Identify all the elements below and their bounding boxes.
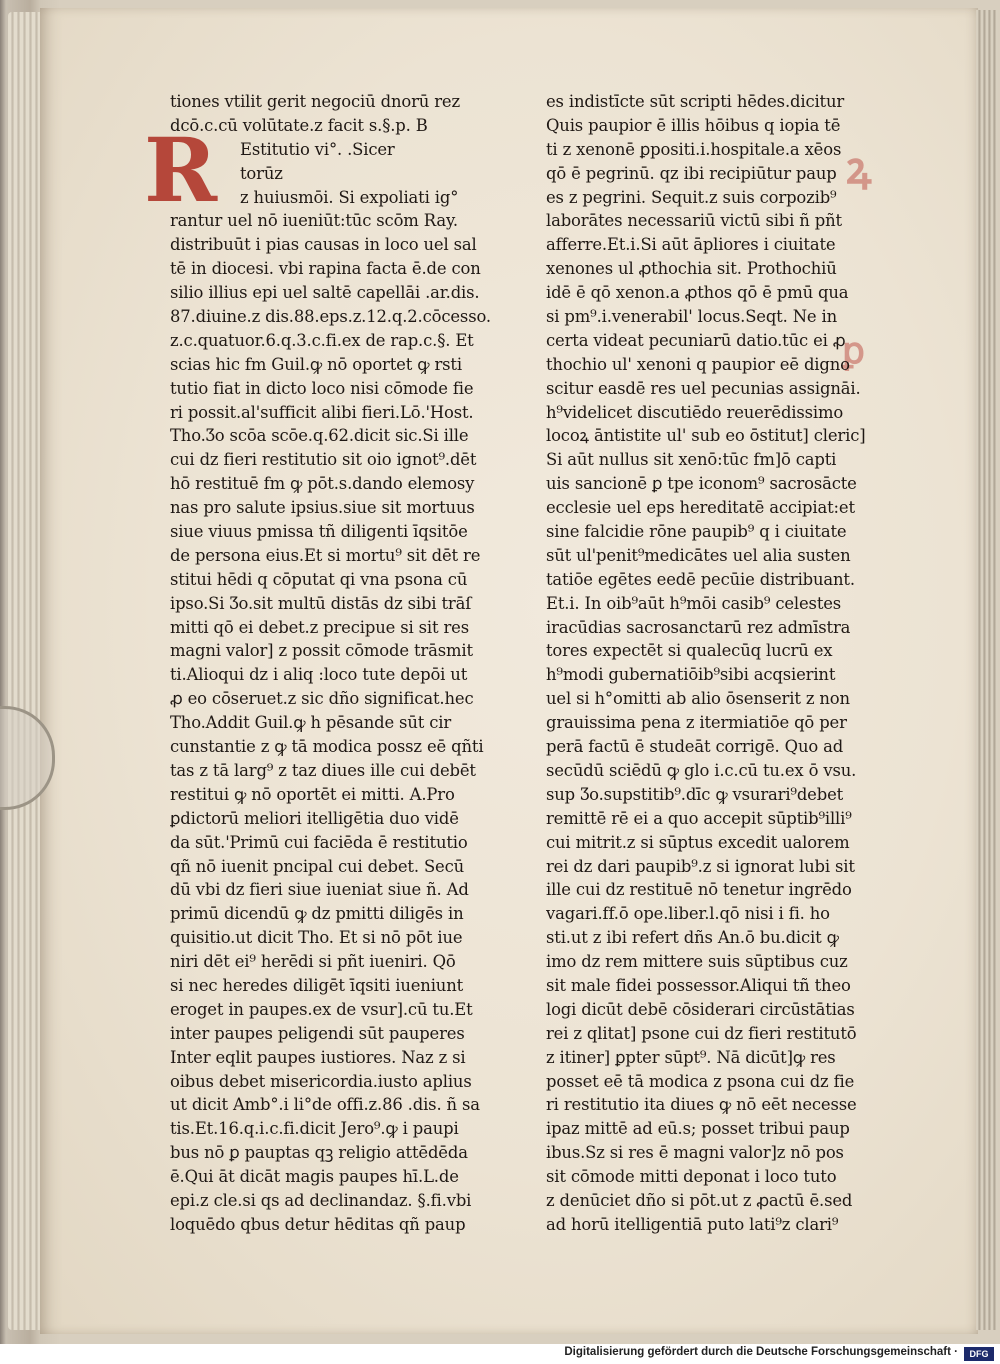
text-line: tores expectēt si qualecūq lucrū ex [546, 641, 833, 661]
text-line: cui dz fieri restitutio sit oio ignot⁹.dēt [170, 450, 477, 470]
text-line: qñ nō iuenit pncipal cui debet. Secū [170, 856, 465, 876]
text-line: hō restituē fm ꝙ pōt.s.dando elemosy [170, 474, 475, 494]
text-line: cui mitrit.z si sūptus excedit ualorem [546, 832, 850, 852]
text-line: tē in diocesi. vbi rapina facta ē.de con [170, 259, 481, 279]
text-line: z huiusmōi. Si expoliati ig° [240, 187, 459, 207]
text-line: tis.Et.16.q.i.c.fi.dicit Jero⁹.ꝙ i paupi [170, 1119, 459, 1139]
text-line: bus nō ꝑ pauptas qꝫ religio attēdēda [170, 1143, 468, 1163]
text-line: imo dz rem mittere suis sūptibus cuz [546, 952, 848, 972]
text-line: grauissima pena z itermiatiōe qō per [546, 713, 847, 733]
text-line: eroget in paupes.ex de vsur].cū tu.Et [170, 999, 473, 1019]
text-line: de persona eius.Et si mortu⁹ sit dēt re [170, 545, 481, 565]
text-line: sine falcidie rōne paupib⁹ q i ciuitate [546, 522, 847, 542]
text-line: tiones vtilit gerit negociū dnorū rez [170, 92, 460, 111]
text-line: perā factū ē studeāt corrigē. Quo ad [546, 737, 844, 757]
text-line: idē ē qō xenon.a ꝓthos qō ē pmū qua [546, 283, 849, 303]
text-line: ri restitutio ita diues ꝙ nō eēt necesse [546, 1095, 857, 1115]
text-line: Tho.Ʒo scōa scōe.q.62.dicit sic.Si ille [170, 426, 469, 446]
text-line: locoꝝ āntistite ul' sub eo ōstitut] cleric] [546, 426, 866, 446]
text-line: 87.diuine.z dis.88.eps.z.12.q.2.cōcesso. [170, 307, 491, 327]
text-line: sit cōmode mitti deponat i loco tuto [546, 1167, 837, 1187]
text-line: epi.z cle.si qs ad declinandaz. §.fi.vbi [170, 1190, 472, 1210]
text-line: xenones ul ꝓthochia sit. Prothochiū [546, 259, 837, 279]
text-line: z denūciet dño si pōt.ut z ꝓactū ē.sed [546, 1190, 853, 1210]
text-line: es indistīcte sūt scripti hēdes.dicitur [546, 92, 845, 111]
text-column-left [170, 90, 520, 1237]
text-line: Si aūt nullus sit xenō:tūc fm]ō capti [546, 450, 837, 470]
text-line: iracūdias sacrosanctarū rez admīstra [546, 617, 851, 637]
text-line: ad horū itelligentiā puto lati⁹z clari⁹ [546, 1214, 839, 1234]
bleed-through-mark: ꝝ [846, 143, 872, 194]
text-line: tutio fiat in dicto loco nisi cōmode fie [170, 378, 474, 398]
text-line: rantur uel nō iueniūt:tūc scōm Ray. [170, 211, 458, 231]
text-line: nas pro salute ipsius.siue sit mortuus [170, 498, 475, 518]
text-line: rei dz dari paupib⁹.z si ignorat lubi sit [546, 856, 855, 876]
text-line: ecclesie uel eps hereditatē accipiat:et [546, 498, 855, 518]
text-column-right [546, 90, 876, 1237]
text-line: siue viuus pmissa tñ diligenti īqsitōe [170, 522, 468, 542]
footer-bar [0, 1344, 1000, 1364]
text-line: Quis paupior ē illis hōibus q iopia tē [546, 115, 841, 135]
text-line: si pm⁹.i.venerabil' locus.Seqt. Ne in [546, 307, 838, 327]
text-line: logi dicūt debē cōsiderari circūstātias [546, 999, 855, 1019]
text-line: h⁹modi gubernatiōib⁹sibi acqsierint [546, 665, 836, 685]
text-line: mitti qō ei debet.z precipue si sit res [170, 617, 469, 637]
text-line: dcō.c.cū volūtate.z facit s.§.p. B [170, 115, 428, 135]
text-line: loquēdo qbus detur hēditas qñ paup [170, 1214, 466, 1234]
text-line: restitui ꝙ nō oportēt ei mitti. A.Pro [170, 784, 455, 804]
text-line: uel si h°omitti ab alio ōsenserit z non [546, 689, 850, 709]
text-line: z.c.quatuor.6.q.3.c.fi.ex de rap.c.§. Et [170, 330, 474, 350]
text-line: rei z qlitat] psone cui dz fieri restitutō [546, 1023, 857, 1043]
text-line: niri dēt ei⁹ herēdi si pñt iueniri. Qō [170, 952, 456, 972]
text-line: sti.ut z ibi refert dñs An.ō bu.dicit ꝙ [546, 928, 839, 948]
text-line: Estitutio vi°. .Sicer [240, 139, 395, 159]
text-line: Et.i. In oib⁹aūt h⁹mōi casib⁹ celestes [546, 593, 842, 613]
text-line: oibus debet misericordia.iusto aplius [170, 1071, 472, 1091]
text-line: qō ē pegrinū. qz ibi recipiūtur paup [546, 163, 837, 183]
page-stack-right [976, 10, 998, 1330]
text-line: ti z xenonē ꝑpositi.i.hospitale.a xēos [546, 139, 842, 159]
text-line: ipaz mittē ad eū.s; posset tribui paup [546, 1119, 850, 1139]
text-line: primū dicendū ꝙ dz pmitti diligēs in [170, 904, 464, 924]
text-line: sūt ul'penit⁹medicātes uel alia susten [546, 545, 851, 565]
text-line: scias hic fm Guil.ꝙ nō oportet ꝙ rsti [170, 354, 462, 374]
text-line: magni valor] z possit cōmode trāsmit [170, 641, 473, 661]
text-line: stitui hēdi q cōputat qi vna psona cū [170, 569, 468, 589]
text-line: vagari.ff.ō ope.liber.l.qō nisi i fi. ho [546, 904, 830, 924]
text-line: quisitio.ut dicit Tho. Et si nō pōt iue [170, 928, 463, 948]
text-line: ibus.Sz si res ē magni valor]z nō pos [546, 1143, 844, 1163]
text-line: ipso.Si Ʒo.sit multū distās dz sibi trāſ [170, 593, 472, 613]
text-line: certa videat pecuniarū datio.tūc ei ꝓ [546, 330, 846, 350]
text-line: ut dicit Amb°.i li°de offi.z.86 .dis. ñ sa [170, 1095, 480, 1115]
text-line: silio illius epi uel saltē capellāi .ar.dis. [170, 283, 480, 303]
text-line: secūdū sciēdū ꝙ glo i.c.cū tu.ex ō vsu. [546, 760, 857, 780]
rubricated-initial: R [144, 118, 218, 222]
text-line: tas z tā larg⁹ z taz diues ille cui debēt [170, 760, 476, 780]
text-line: da sūt.'Primū cui faciēda ē restitutio [170, 832, 468, 852]
text-line: ille cui dz restituē nō tenetur ingrēdo [546, 880, 852, 900]
text-line: uis sancionē ꝑ tpe iconom⁹ sacrosācte [546, 474, 857, 494]
text-line: sup Ʒo.supstitib⁹.dīc ꝙ vsurari⁹debet [546, 784, 844, 804]
text-line: ē.Qui āt dicāt magis paupes hī.L.de [170, 1167, 459, 1187]
text-line: tatiōe egētes eedē pecūie distribuant. [546, 569, 855, 589]
text-line: cunstantie z ꝙ tā modica possz eē qñti [170, 737, 484, 757]
text-line: ri possit.al'sufficit alibi fieri.Lō.'Host. [170, 402, 474, 422]
text-line: ꝓ eo cōseruet.z sic dño significat.hec [170, 689, 474, 709]
text-line: sit male fidei possessor.Aliqui tñ theo [546, 975, 851, 995]
text-line: scitur easdē res uel pecunias assignāi. [546, 378, 861, 398]
bleed-through-mark: ꝑ [842, 330, 865, 372]
text-line: inter paupes peligendi sūt pauperes [170, 1023, 465, 1043]
text-line: h⁹videlicet discutiēdo reuerēdissimo [546, 402, 844, 422]
text-line: ꝑdictorū meliori itelligētia duo vidē [170, 808, 459, 828]
text-line: es z pegrini. Sequit.z suis corpozib⁹ [546, 187, 837, 207]
text-line: Inter eqlit paupes iustiores. Naz z si [170, 1047, 466, 1067]
text-line: thochio ul' xenoni q paupior eē digno [546, 354, 850, 374]
text-line: ti.Alioqui dz i aliq :loco tute depōi ut [170, 665, 468, 685]
text-line: distribuūt i pias causas in loco uel sal [170, 235, 477, 255]
text-line: afferre.Et.i.Si aūt āpliores i ciuitate [546, 235, 836, 255]
text-line: si nec heredes diligēt īqsiti iueniunt [170, 975, 464, 995]
funding-notice: Digitalisierung gefördert durch die Deutsche Forschungsgemeinschaft · [564, 1346, 958, 1358]
text-line: Tho.Addit Guil.ꝙ h pēsande sūt cir [170, 713, 452, 733]
text-line: laborātes necessariū victū sibi ñ pñt [546, 211, 842, 231]
text-line: posset eē tā modica z psona cui dz fie [546, 1071, 855, 1091]
dfg-logo: DFG [964, 1347, 994, 1361]
text-line: dū vbi dz fieri siue iueniat siue ñ. Ad [170, 880, 469, 900]
text-line: z itiner] ꝑpter sūpt⁹. Nā dicūt]ꝙ res [546, 1047, 836, 1067]
text-line: remittē rē ei a quo accepit sūptib⁹illi⁹ [546, 808, 852, 828]
text-line: torūz [240, 163, 283, 183]
